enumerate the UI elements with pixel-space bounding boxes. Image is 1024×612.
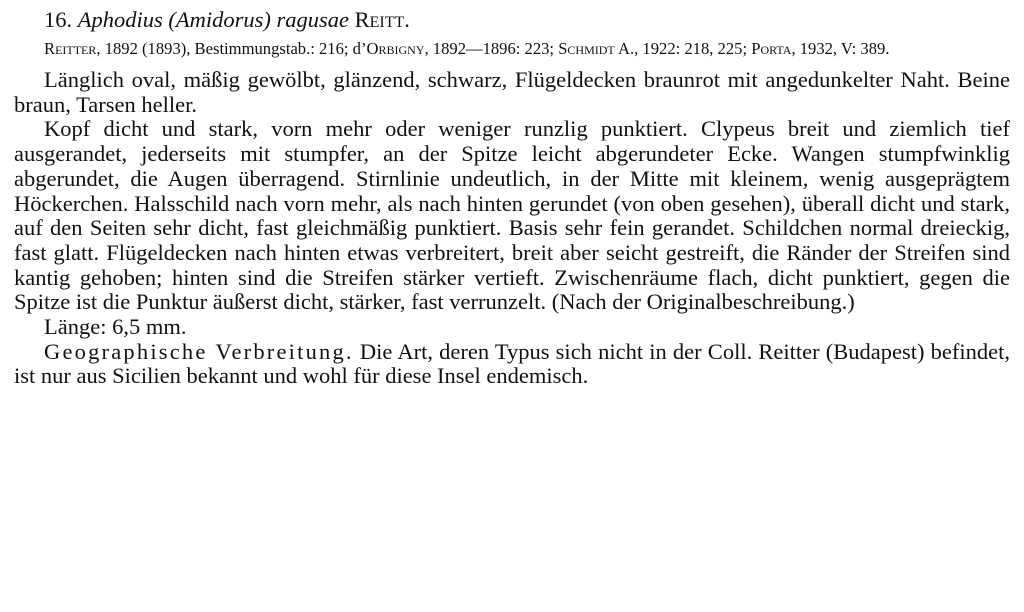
species-author: Reitt. (354, 7, 410, 32)
reference-citation: , 1922: 218, 225; (634, 39, 752, 58)
reference-author: Orbigny (366, 39, 425, 58)
description-paragraph: Länglich oval, mäßig gewölbt, glänzend, schwarz, Flügeldecken braunrot mit angedunkelter Naht. Beine braun, Tarsen heller. (14, 67, 1010, 117)
reference-author: Reitter (44, 39, 97, 58)
reference-citation: , 1932, V: 389. (791, 39, 890, 58)
length-paragraph: Länge: 6,5 mm. (44, 314, 187, 340)
species-name: Aphodius (Amidorus) ragusae (77, 7, 349, 32)
description-paragraph: Kopf dicht und stark, vorn mehr oder weniger runzlig punktiert. Clypeus breit und ziemlich tief ausgerandet, jederseits mit stumpfer, an der Spitze leicht abgerundeter Ecke. Wangen stumpfwinklig abgerundet, die Augen überragend. Stirnlinie undeutlich, in der Mitte mit kleinem, wenig ausgeprägtem Höckerchen. Halsschild nach vorn mehr, als nach hinten gerundet (von oben gesehen), überall dicht und stark, auf den Seiten sehr dicht, fast gleichmäßig punktiert. Basis sehr fein gerandet. Schildchen normal dreieckig, fast glatt. Flügeldecken nach hinten etwas verbreitert, breit aber seicht gestreift, die Ränder der Streifen sind kantig gehoben; hinten sind die Streifen stärker vertieft. Zwischenräume flach, dicht punktiert, gegen die Spitze ist die Punktur äußerst dicht, stärker, fast verrunzelt. (Nach der Originalbeschreibung.) (14, 116, 1010, 315)
distribution-heading: Geographische Verbreitung. (44, 338, 354, 364)
reference-author: Schmidt A. (558, 39, 635, 58)
description-body (14, 68, 1010, 389)
entry-number: 16. (44, 7, 73, 32)
entry-title (44, 6, 1010, 34)
reference-citation: , 1892 (1893), Bestimmungstab.: 216; d’ (96, 39, 367, 58)
reference-author: Porta (751, 39, 792, 58)
literature-references (14, 38, 1010, 60)
distribution-paragraph (14, 340, 1010, 389)
reference-citation: , 1892—1896: 223; (424, 39, 559, 58)
distribution-text: Die Art, deren Typus sich nicht in der Coll. Reitter (Budapest) befindet, ist nur aus Sicilien bekannt und wohl für diese Insel endemisch. (14, 338, 1010, 389)
